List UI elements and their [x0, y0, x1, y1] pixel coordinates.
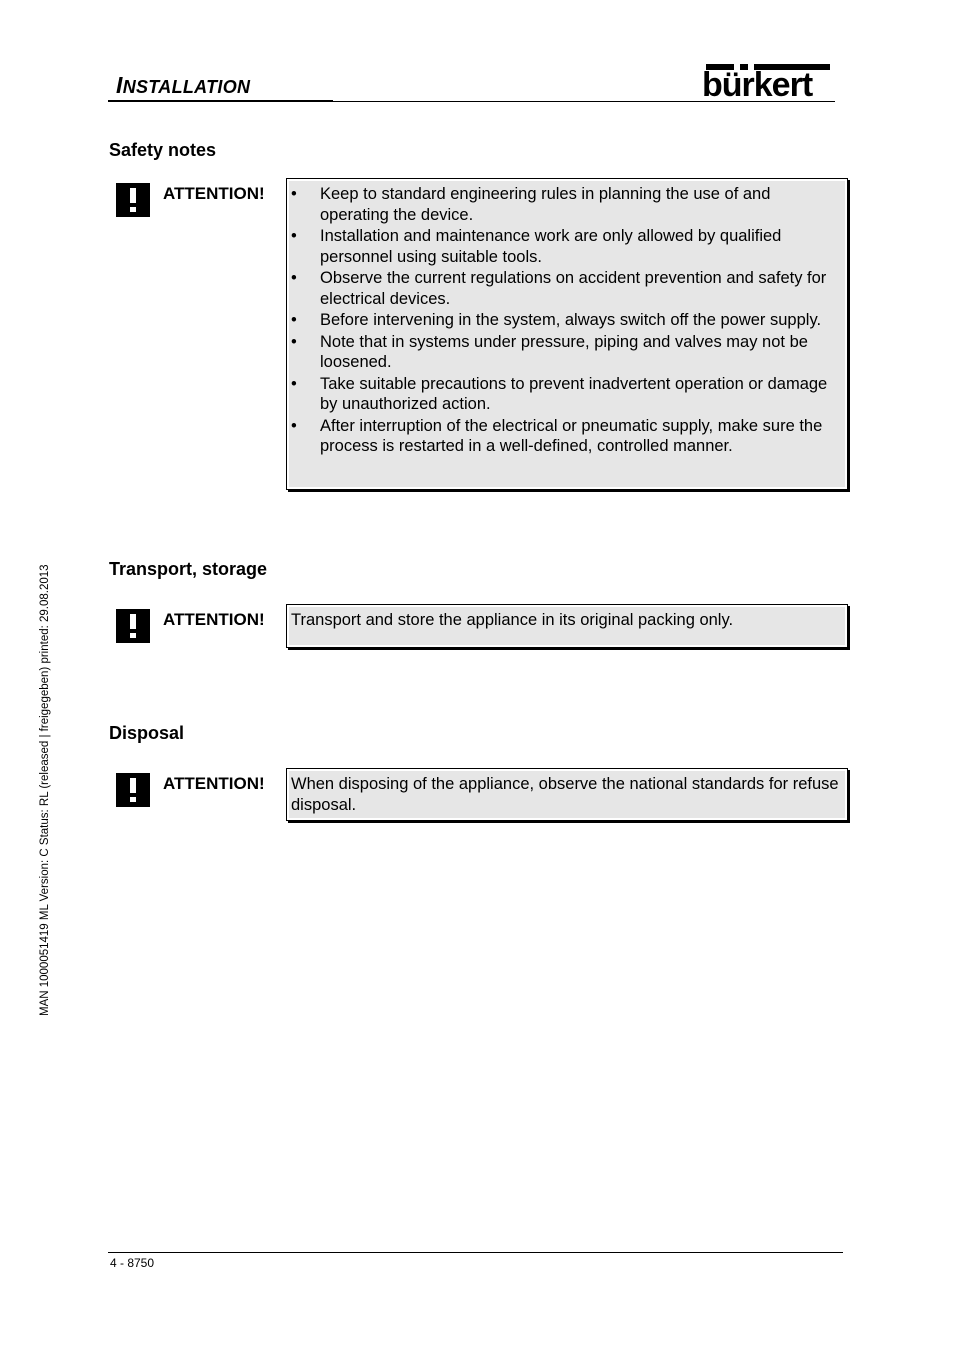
attention-label: ATTENTION!	[163, 184, 265, 203]
warning-exclamation-icon	[116, 609, 150, 643]
disposal-text: When disposing of the appliance, observe the national standards for refuse disposal.	[291, 775, 839, 814]
bullet-symbol: •	[291, 269, 297, 287]
list-item-text: Keep to standard engineering rules in planning the use of and operating the device.	[320, 185, 771, 224]
safety-notes-box	[286, 178, 848, 490]
list-item-text: After interruption of the electrical or pneumatic supply, make sure the process is restarted in a well-defined, controlled manner.	[320, 416, 823, 455]
list-item	[291, 374, 841, 415]
list-item-text: Note that in systems under pressure, piping and valves may not be loosened.	[320, 332, 808, 371]
transport-storage-text: Transport and store the appliance in its original packing only.	[291, 611, 734, 629]
page-title-initial: I	[116, 72, 123, 98]
disposal-box	[286, 768, 848, 821]
attention-label: ATTENTION!	[163, 610, 265, 629]
list-item-text: Observe the current regulations on accident prevention and safety for electrical devices.	[320, 269, 827, 308]
list-item-text: Before intervening in the system, always switch off the power supply.	[320, 311, 822, 329]
list-item	[291, 268, 841, 309]
bullet-symbol: •	[291, 311, 297, 329]
footer-rule	[108, 1252, 843, 1253]
section-heading-transport-storage: Transport, storage	[109, 559, 268, 579]
attention-label: ATTENTION!	[163, 774, 265, 793]
bullet-symbol: •	[291, 185, 297, 203]
document-status-note: MAN 1000051419 ML Version: C Status: RL (released | freigegeben) printed: 29.08.2013	[39, 564, 51, 1016]
list-item	[291, 310, 841, 331]
bullet-symbol: •	[291, 332, 297, 351]
list-item	[291, 332, 841, 373]
transport-storage-box	[286, 604, 848, 648]
list-item	[291, 184, 841, 225]
safety-notes-list	[291, 184, 841, 458]
warning-exclamation-icon	[116, 773, 150, 807]
burkert-logo	[702, 64, 832, 102]
list-item-text: Take suitable precautions to prevent inadvertent operation or damage by unauthorized action.	[320, 374, 828, 413]
bullet-symbol: •	[291, 374, 297, 393]
bullet-symbol: •	[291, 227, 297, 245]
section-heading-safety-notes: Safety notes	[109, 140, 217, 160]
header-rule-accent	[108, 100, 333, 102]
logo-wordmark: bürkert	[702, 66, 813, 104]
section-heading-disposal: Disposal	[109, 723, 185, 743]
list-item	[291, 416, 841, 457]
list-item-text: Installation and maintenance work are only allowed by qualified personnel using suitable tools.	[320, 227, 782, 266]
page-title-rest: NSTALLATION	[122, 77, 251, 97]
page-number: 4 - 8750	[110, 1256, 155, 1270]
warning-exclamation-icon	[116, 183, 150, 217]
page-title	[116, 72, 250, 99]
list-item	[291, 226, 841, 267]
bullet-symbol: •	[291, 416, 297, 435]
